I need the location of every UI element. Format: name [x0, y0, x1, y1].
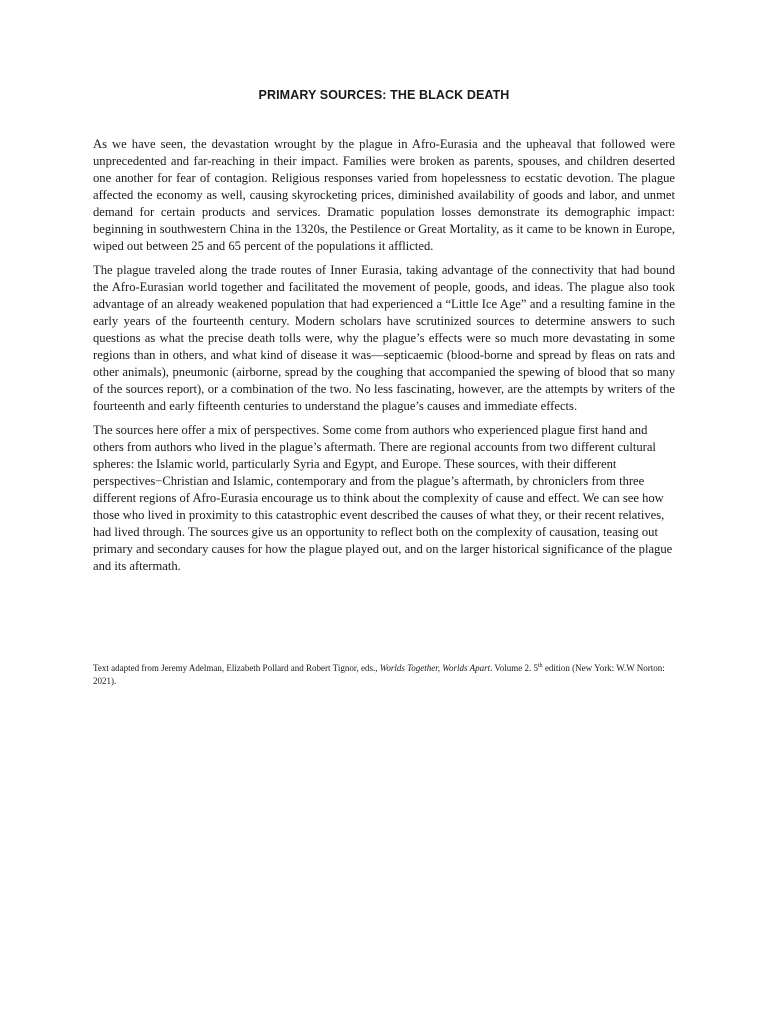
paragraph-2: The plague traveled along the trade routes of Inner Eurasia, taking advantage of the connectivity that had bound the Afro-Eurasian world together and facilitated the movement of people, goods, and ideas. The plague also took advantage of an already weakened population that had experienced a “Little Ice Age” and a resulting famine in the early years of the fourteenth century. Modern scholars have scrutinized sources to determine answers to such questions as what the precise death tolls were, why the plague’s effects were so much more devastating in some regions than in others, and what kind of disease it was—septicaemic (blood-borne and spread by fleas on rats and other animals), pneumonic (airborne, spread by the coughing that accompanied the spewing of blood that so many of the sources report), or a combination of the two. No less fascinating, however, are the attempts by writers of the fourteenth and early fifteenth centuries to understand the plague’s causes and immediate effects.	[93, 263, 675, 413]
footnote-edition-sup: th	[538, 663, 543, 669]
footnote-book-title: Worlds Together, Worlds Apart	[379, 663, 491, 673]
paragraph-1: As we have seen, the devastation wrought by the plague in Afro-Eurasia and the upheaval that followed were unprecedented and far-reaching in their impact. Families were broken as parents, spouses, and children deserted one another for fear of contagion. Religious responses varied from hopelessness to ecstatic devotion. The plague affected the economy as well, causing skyrocketing prices, diminished availability of goods and labor, and unmet demand for certain products and services. Dramatic population losses demonstrate its demographic impact: beginning in southwestern China in the 1320s, the Pestilence or Great Mortality, as it came to be known in Europe, wiped out between 25 and 65 percent of the populations it afflicted.	[93, 137, 675, 253]
body-text	[93, 136, 675, 582]
page-title: PRIMARY SOURCES: THE BLACK DEATH	[258, 88, 510, 102]
footnote-middle: . Volume 2. 5	[490, 663, 539, 673]
paragraph-3: The sources here offer a mix of perspectives. Some come from authors who experienced plague first hand and others from authors who lived in the plague’s aftermath. There are regional accounts from two different cultural spheres: the Islamic world, particularly Syria and Egypt, and Europe. These sources, with their different perspectives−Christian and Islamic, contemporary and from the plague’s aftermath, by chroniclers from three different regions of Afro-Eurasia encourage us to think about the complexity of cause and effect. We can see how those who lived in proximity to this catastrophic event described the causes of what they, or their recent relatives, had lived through. The sources give us an opportunity to reflect both on the complexity of causation, teasing out primary and secondary causes for how the plague played out, and on the larger historical significance of the plague and its aftermath.	[93, 423, 673, 573]
source-footnote	[93, 662, 683, 688]
footnote-prefix: Text adapted from Jeremy Adelman, Elizabeth Pollard and Robert Tignor, eds.,	[93, 663, 380, 673]
footnote-suffix: edition (New York: W.W Norton: 2021).	[93, 663, 665, 686]
